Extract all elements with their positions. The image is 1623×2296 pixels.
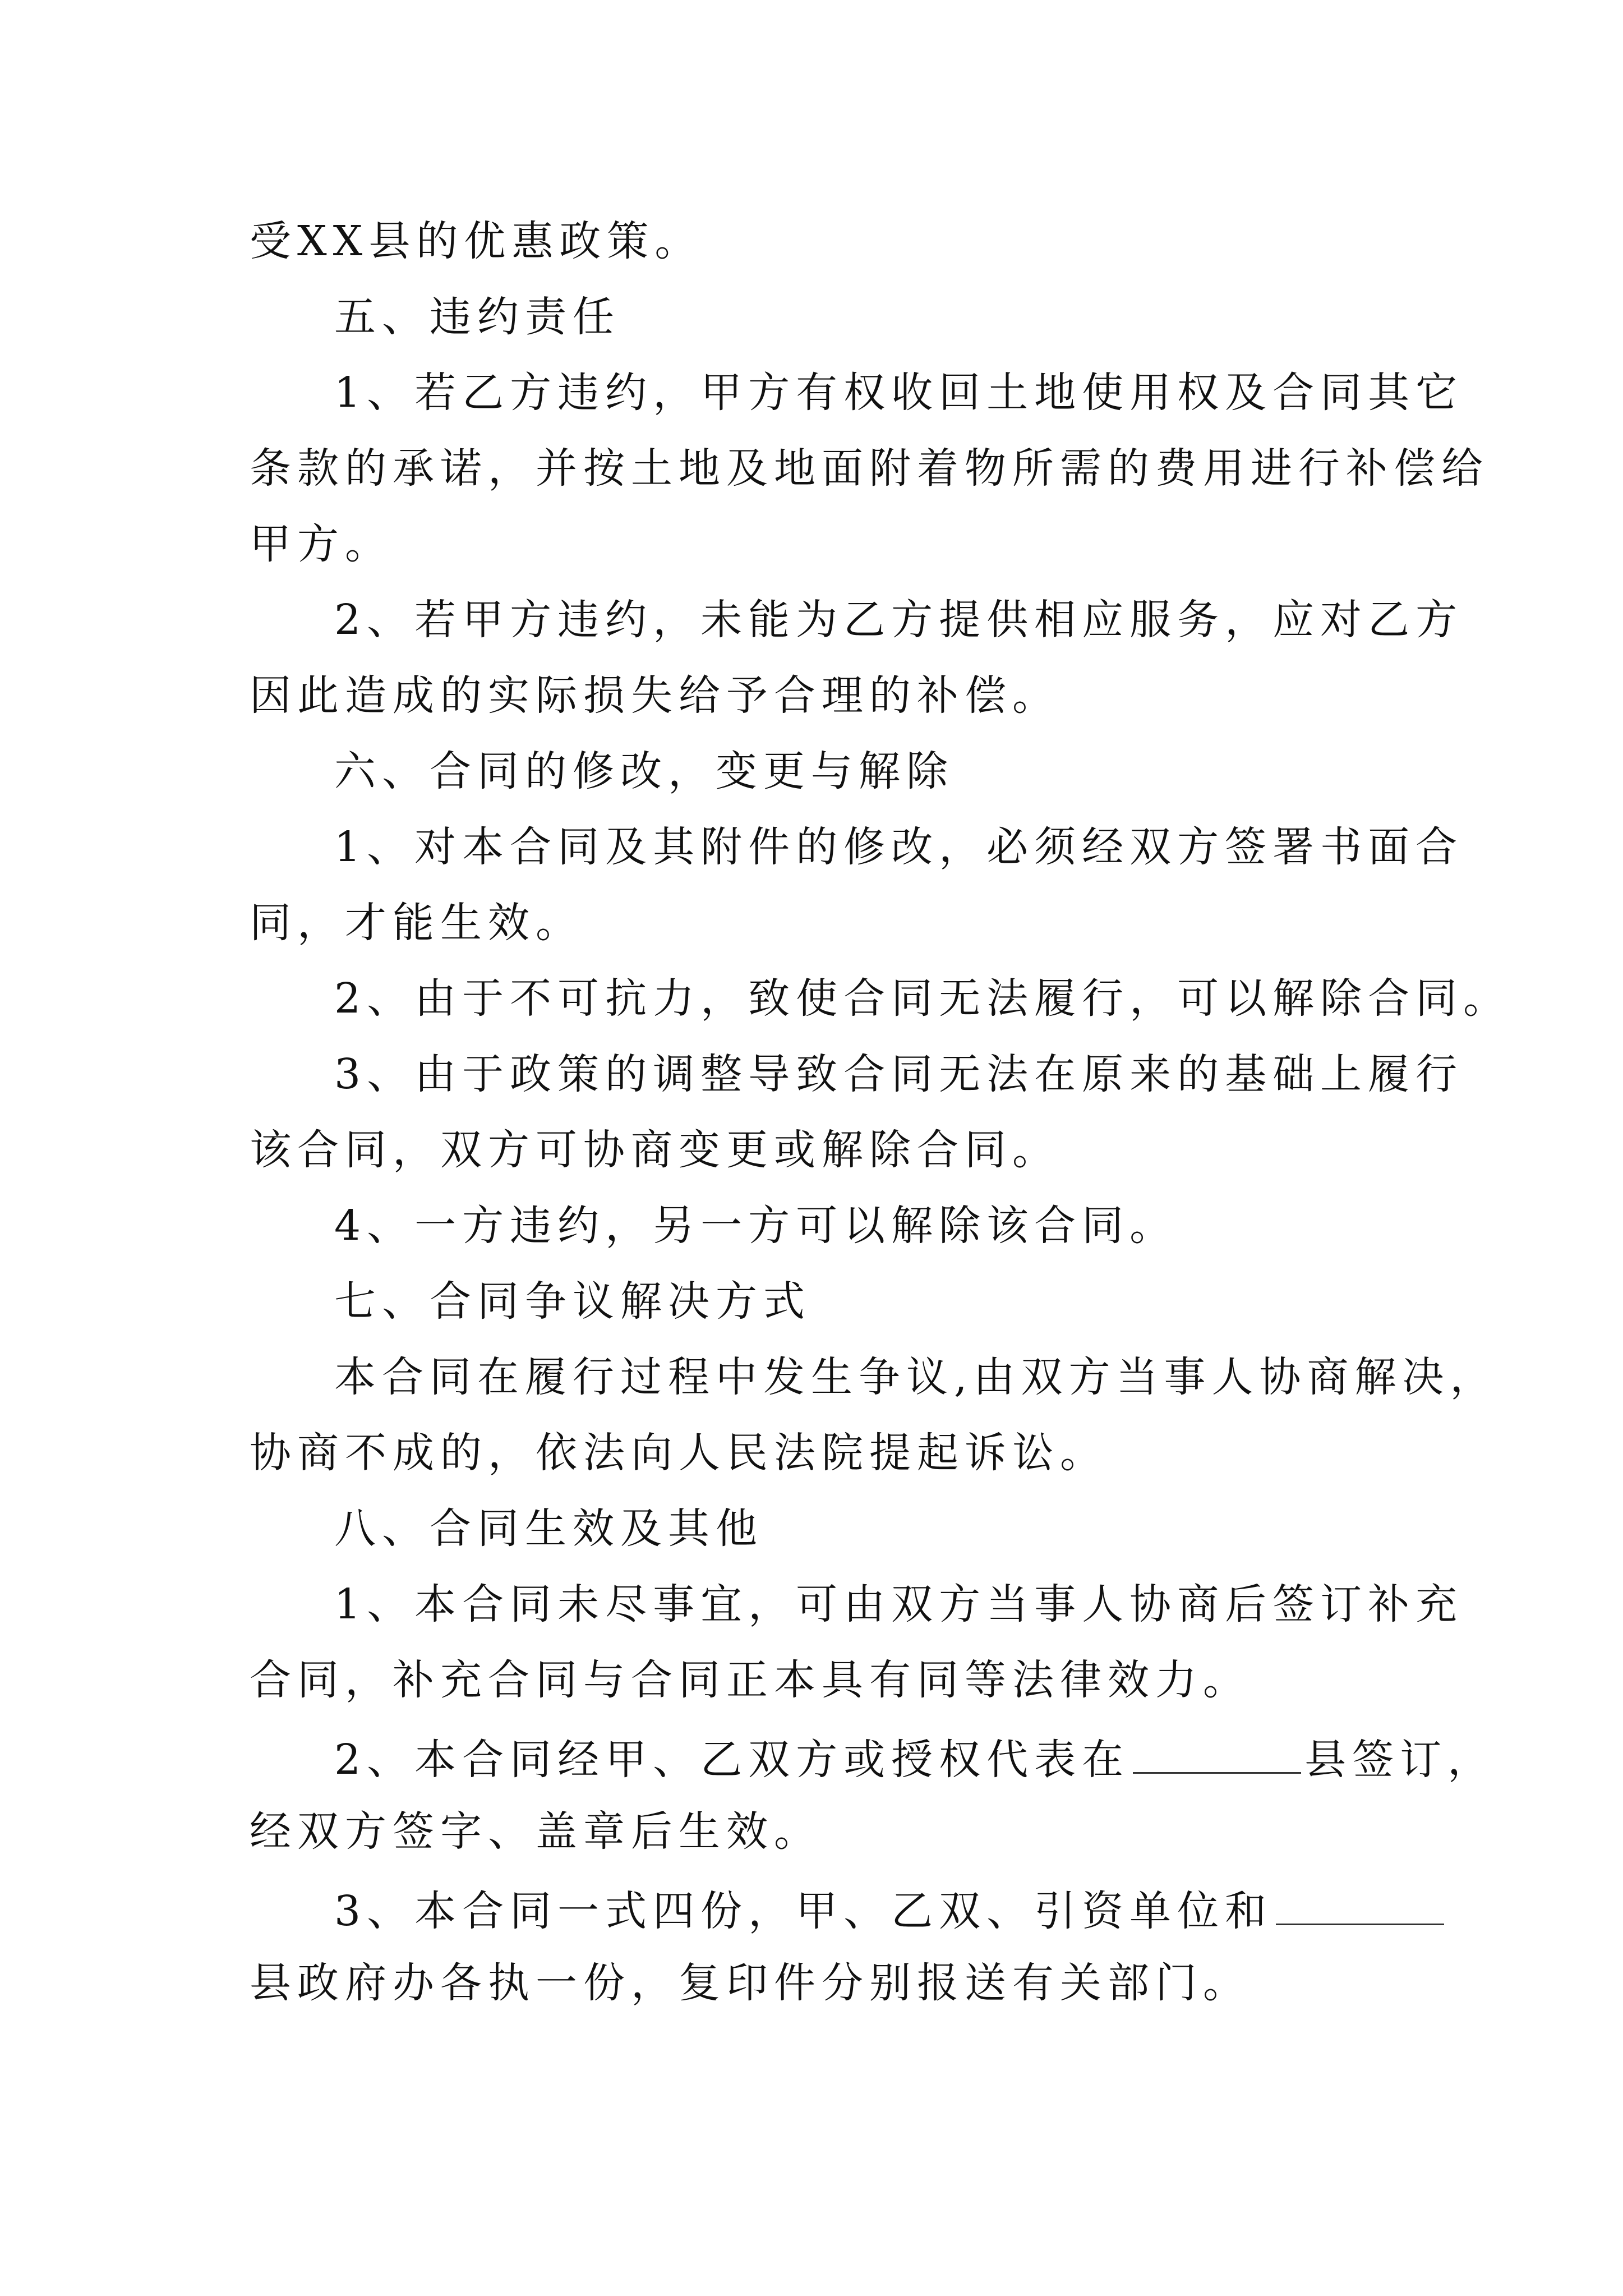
text-line: 同，才能生效。: [250, 899, 583, 947]
text-line: 3、由于政策的调整导致合同无法在原来的基础上履行: [334, 1050, 1464, 1098]
text-line: 4、一方违约，另一方可以解除该合同。: [334, 1202, 1178, 1250]
fill-in-blank: [1133, 1731, 1301, 1774]
text-segment: 县签订，: [1304, 1736, 1496, 1784]
text-line: 受XX县的优惠政策。: [250, 217, 703, 265]
section-heading: 六、合同的修改，变更与解除: [334, 747, 954, 795]
text-line: 1、本合同未尽事宜，可由双方当事人协商后签订补充: [334, 1580, 1464, 1628]
text-line: 甲方。: [250, 520, 393, 568]
text-line: 条款的承诺，并按土地及地面附着物所需的费用进行补偿给: [250, 444, 1489, 493]
text-line-with-blank: [334, 1882, 1447, 1935]
fill-in-blank: [1276, 1882, 1444, 1925]
text-line-with-blank: [334, 1731, 1496, 1784]
section-heading: 七、合同争议解决方式: [334, 1277, 811, 1326]
text-line: 协商不成的，依法向人民法院提起诉讼。: [250, 1429, 1108, 1477]
text-line: 1、若乙方违约，甲方有权收回土地使用权及合同其它: [334, 369, 1464, 417]
text-line: 因此造成的实际损失给予合理的补偿。: [250, 671, 1060, 720]
text-segment: 2、本合同经甲、乙双方或授权代表在: [334, 1736, 1130, 1784]
text-line: 该合同，双方可协商变更或解除合同。: [250, 1126, 1060, 1174]
section-heading: 八、合同生效及其他: [334, 1504, 763, 1553]
text-segment: 3、本合同一式四份，甲、乙双、引资单位和: [334, 1887, 1273, 1935]
text-line: 2、由于不可抗力，致使合同无法履行，可以解除合同。: [334, 974, 1511, 1023]
text-line: 合同，补充合同与合同正本具有同等法律效力。: [250, 1656, 1251, 1704]
section-heading: 五、违约责任: [334, 293, 620, 341]
text-line: 2、若甲方违约，未能为乙方提供相应服务，应对乙方: [334, 596, 1464, 644]
text-line: 经双方签字、盖章后生效。: [250, 1807, 822, 1856]
text-line: 本合同在履行过程中发生争议,由双方当事人协商解决，: [334, 1353, 1498, 1401]
text-line: 1、对本合同及其附件的修改，必须经双方签署书面合: [334, 823, 1464, 871]
text-line: 县政府办各执一份，复印件分别报送有关部门。: [250, 1959, 1251, 2007]
